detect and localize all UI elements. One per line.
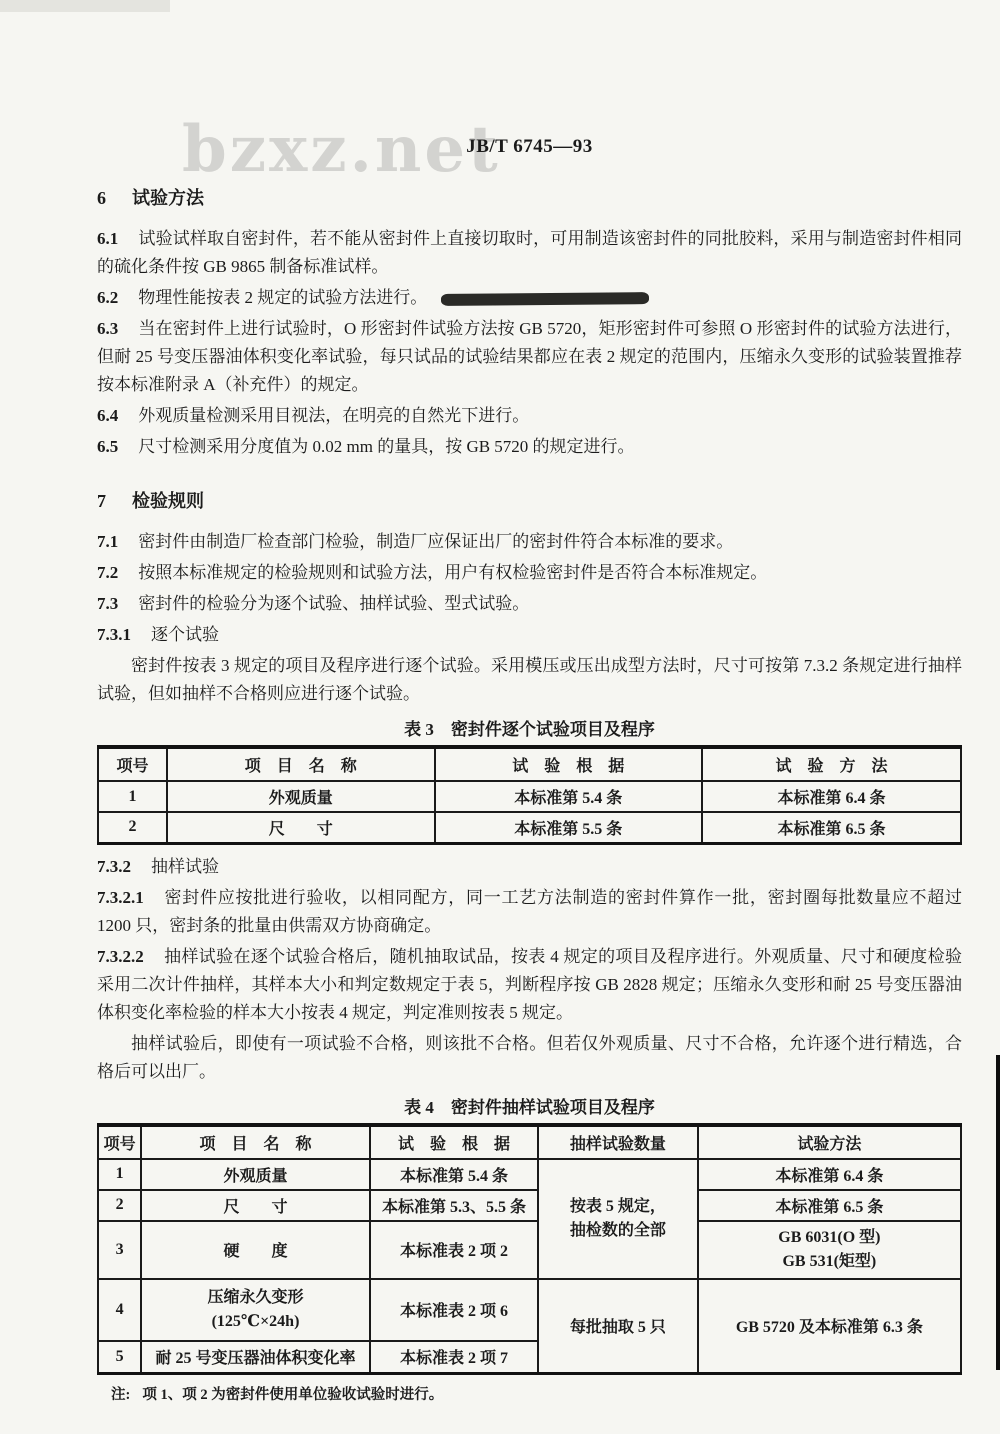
table-row [98, 781, 961, 812]
doc-number: JB/T 6745—93 [466, 136, 593, 157]
table3-caption: 表 3 密封件逐个试验项目及程序 [404, 720, 655, 739]
clause-7-2 [97, 559, 962, 587]
clause-number: 7.2 [97, 563, 119, 582]
watermark-text: bzxz.net [182, 112, 501, 187]
cell-line: GB 531(矩型) [782, 1252, 877, 1270]
clause-text: 按照本标准规定的检验规则和试验方法，用户有权检验密封件是否符合本标准规定。 [138, 563, 768, 582]
clause-number: 7.3.2 [97, 856, 131, 876]
table4-footnote [97, 1383, 962, 1404]
clause-number: 7.3 [97, 594, 119, 613]
cell-item-name: 尺 寸 [141, 1190, 370, 1221]
clause-number: 7.1 [97, 532, 119, 551]
cell-item-no: 2 [98, 1190, 141, 1221]
clause-number: 7.3.1 [97, 625, 131, 644]
cell-item-name: 硬 度 [141, 1221, 370, 1279]
clause-6-3 [97, 315, 962, 399]
cell-sample-qty-merged: 每批抽取 5 只 [538, 1279, 698, 1374]
clause-number: 6.5 [97, 437, 119, 456]
table4-header-item-no: 项号 [98, 1125, 141, 1159]
table3-header-test-basis: 试 验 根 据 [435, 747, 703, 781]
cell-test-basis: 本标准第 5.4 条 [370, 1159, 538, 1190]
clause-number: 7.3.2.1 [97, 887, 144, 907]
cell-test-method [698, 1221, 961, 1279]
table4-header-item-name: 项 目 名 称 [141, 1125, 370, 1159]
document-content [97, 136, 962, 1404]
cell-line: 按表 5 规定， [569, 1197, 666, 1215]
cell-item-no: 5 [98, 1341, 141, 1374]
table3-header-item-name: 项 目 名 称 [167, 747, 435, 781]
cell-test-basis: 本标准表 2 项 6 [370, 1279, 538, 1341]
clause-text: 当在密封件上进行试验时，O 形密封件试验方法按 GB 5720，矩形密封件可参照 O 形密封件的试验方法进行，但耐 25 号变压器油体积变化率试验，每只试品的试验结果都应在表 2 规定的范围内，压缩永久变形的试验装置推荐按本标准附录 A（补充件）的规定。 [97, 319, 962, 394]
cell-test-basis: 本标准第 5.5 条 [435, 812, 703, 843]
section-6-number: 6 [97, 188, 106, 208]
section-7-number: 7 [97, 491, 106, 511]
clause-7-3-2-1 [97, 884, 962, 940]
clause-7-3-1 [97, 621, 962, 649]
cell-item-name: 尺 寸 [167, 812, 435, 843]
clause-text: 抽样试验在逐个试验合格后，随机抽取试品，按表 4 规定的项目及程序进行。外观质量、尺寸和硬度检验采用二次计件抽样，其样本大小和判定数规定于表 5，判断程序按 GB 2828 规定；压缩永久变形和耐 25 号变压器油体积变化率检验的样本大小按表 4 规定，判定准则按表 5 规定。 [97, 946, 962, 1022]
scan-smudge-artifact [441, 292, 649, 306]
clause-7-1 [97, 528, 962, 556]
cell-test-method: 本标准第 6.4 条 [702, 781, 961, 812]
table-row [98, 1221, 961, 1279]
clause-number: 7.3.2.2 [97, 946, 144, 966]
table4-header-row [98, 1125, 961, 1159]
cell-item-name: 耐 25 号变压器油体积变化率 [141, 1341, 370, 1374]
cell-line: 压缩永久变形 [207, 1288, 304, 1306]
table-row [98, 1159, 961, 1190]
clause-number: 6.1 [97, 229, 119, 248]
cell-line: (125℃×24h) [211, 1312, 300, 1330]
table3-header-row [98, 747, 961, 781]
cell-test-method: 本标准第 6.5 条 [702, 812, 961, 843]
table-row [98, 1190, 961, 1221]
cell-line: GB 6031(O 型) [778, 1228, 881, 1246]
cell-item-no: 4 [98, 1279, 141, 1341]
table4-header-test-basis: 试 验 根 据 [370, 1125, 538, 1159]
clause-7-3-2 [97, 853, 962, 881]
cell-test-basis: 本标准表 2 项 2 [370, 1221, 538, 1279]
clause-6-1 [97, 225, 962, 281]
table4-caption: 表 4 密封件抽样试验项目及程序 [404, 1097, 655, 1117]
clause-7-3-2-2 [97, 943, 962, 1027]
clause-number: 6.3 [97, 319, 119, 338]
clause-6-5 [97, 433, 962, 461]
cell-test-basis: 本标准表 2 项 7 [370, 1341, 538, 1374]
cell-item-name: 外观质量 [141, 1159, 370, 1190]
table4-header-test-method: 试验方法 [698, 1125, 961, 1159]
cell-test-basis: 本标准第 5.4 条 [435, 781, 703, 812]
note-label: 注: [111, 1387, 131, 1403]
clause-text: 密封件的检验分为逐个试验、抽样试验、型式试验。 [138, 594, 530, 613]
table3 [97, 745, 962, 845]
clause-7-3 [97, 590, 962, 618]
cell-test-method-merged: GB 5720 及本标准第 6.3 条 [698, 1279, 961, 1374]
cell-item-no: 2 [98, 812, 167, 843]
clause-number: 6.4 [97, 406, 119, 425]
table-row [98, 1279, 961, 1341]
clause-6-4 [97, 402, 962, 430]
cell-item-no: 3 [98, 1221, 141, 1279]
clause-text: 试验试样取自密封件，若不能从密封件上直接切取时，可用制造该密封件的同批胶料，采用与制造密封件相同的硫化条件按 GB 9865 制备标准试样。 [97, 229, 962, 276]
section-7-heading [97, 487, 962, 513]
cell-item-name: 外观质量 [167, 781, 435, 812]
cell-item-name [141, 1279, 370, 1341]
clause-6-2 [97, 284, 962, 312]
scan-edge-line-artifact [996, 1055, 1000, 1370]
clause-number: 6.2 [97, 288, 119, 307]
clause-text: 物理性能按表 2 规定的试验方法进行。 [138, 288, 428, 307]
table-row [98, 812, 961, 843]
clause-text: 尺寸检测采用分度值为 0.02 mm 的量具，按 GB 5720 的规定进行。 [138, 437, 635, 456]
table4 [97, 1123, 962, 1376]
cell-item-no: 1 [98, 1159, 141, 1190]
clause-text: 抽样试验 [151, 856, 219, 876]
table3-header-test-method: 试 验 方 法 [702, 747, 961, 781]
clause-text: 外观质量检测采用目视法，在明亮的自然光下进行。 [138, 406, 530, 425]
paragraph-7-3-1-body: 密封件按表 3 规定的项目及程序进行逐个试验。采用模压或压出成型方法时，尺寸可按第 7.3.2 条规定进行抽样试验，但如抽样不合格则应进行逐个试验。 [97, 656, 962, 703]
clause-text: 密封件应按批进行验收，以相同配方，同一工艺方法制造的密封件算作一批，密封圈每批数量应不超过 1200 只，密封条的批量由供需双方协商确定。 [97, 887, 962, 935]
cell-sample-qty-merged [538, 1159, 698, 1279]
cell-test-method: 本标准第 6.4 条 [698, 1159, 961, 1190]
cell-test-basis: 本标准第 5.3、5.5 条 [370, 1190, 538, 1221]
note-text: 项 1、项 2 为密封件使用单位验收试验时进行。 [142, 1387, 444, 1403]
clause-text: 密封件由制造厂检查部门检验，制造厂应保证出厂的密封件符合本标准的要求。 [138, 532, 734, 551]
paragraph-after-sampling: 抽样试验后，即使有一项试验不合格，则该批不合格。但若仅外观质量、尺寸不合格，允许逐个进行精选，合格后可以出厂。 [97, 1033, 962, 1081]
section-6-title: 试验方法 [132, 188, 204, 208]
clause-text: 逐个试验 [151, 625, 219, 644]
cell-test-method: 本标准第 6.5 条 [698, 1190, 961, 1221]
table4-header-sample-qty: 抽样试验数量 [538, 1125, 698, 1159]
section-6-heading [97, 184, 962, 210]
cell-item-no: 1 [98, 781, 167, 812]
table3-header-item-no: 项号 [98, 747, 167, 781]
section-7-title: 检验规则 [132, 491, 204, 511]
cell-line: 抽检数的全部 [569, 1221, 666, 1239]
